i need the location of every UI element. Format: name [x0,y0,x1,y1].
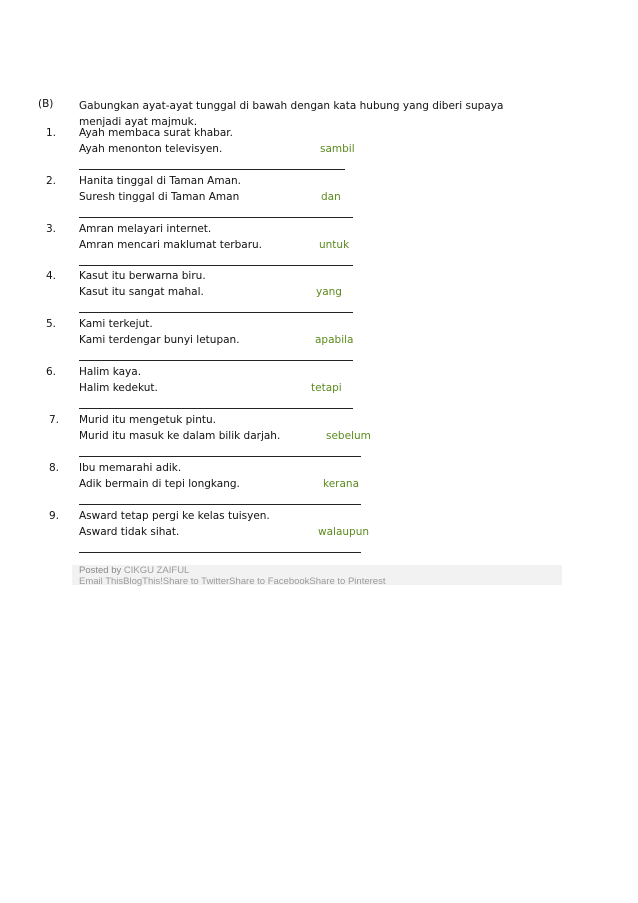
author-link[interactable]: CIKGU ZAIFUL [123,565,190,576]
conjunction-word: dan [321,191,341,203]
posted-by [79,565,189,576]
sentence-one: Hanita tinggal di Taman Aman. [79,175,242,187]
share-twitter-link[interactable]: Share to Twitter [162,576,230,587]
sentence-two: Amran mencari maklumat terbaru. [79,239,263,251]
item-number: 5. [45,318,56,330]
sentence-one: Kami terkejut. [79,318,153,330]
sentence-one: Amran melayari internet. [79,223,212,235]
conjunction-word: yang [316,286,342,298]
item-number: 8. [48,462,59,474]
answer-blank-line [79,217,353,218]
item-number: 3. [45,223,56,235]
answer-blank-line [79,360,353,361]
item-number: 6. [45,366,56,378]
answer-blank-line [79,169,345,170]
conjunction-word: apabila [315,334,354,346]
answer-blank-line [79,552,361,553]
section-label: (B) [38,98,54,110]
item-number: 4. [45,270,56,282]
answer-blank-line [79,408,353,409]
conjunction-word: tetapi [311,382,342,394]
instruction-text: Gabungkan ayat-ayat tunggal di bawah dengan kata hubung yang diberi supaya menjadi ayat majmuk. [79,100,504,128]
item-number: 1. [45,127,56,139]
sentence-one: Kasut itu berwarna biru. [79,270,206,282]
sentence-one: Ayah membaca surat khabar. [79,127,233,139]
conjunction-word: untuk [319,239,350,251]
item-number: 2. [45,175,56,187]
sentence-two: Kasut itu sangat mahal. [79,286,204,298]
share-pinterest-link[interactable]: Share to Pinterest [309,576,386,587]
answer-blank-line [79,504,361,505]
answer-blank-line [79,312,353,313]
conjunction-word: sambil [320,143,355,155]
sentence-one: Halim kaya. [79,366,142,378]
sentence-two: Suresh tinggal di Taman Aman [79,191,240,203]
posted-by-label: Posted by [79,565,122,576]
sentence-two: Ayah menonton televisyen. [79,143,223,155]
sentence-two: Asward tidak sihat. [79,526,180,538]
conjunction-word: sebelum [326,430,371,442]
share-facebook-link[interactable]: Share to Facebook [229,576,310,587]
sentence-one: Asward tetap pergi ke kelas tuisyen. [79,510,270,522]
item-number: 9. [48,510,59,522]
conjunction-word: kerana [323,478,360,490]
share-email-link[interactable]: Email This [79,576,124,587]
sentence-two: Murid itu masuk ke dalam bilik darjah. [79,430,281,442]
sentence-one: Ibu memarahi adik. [79,462,182,474]
share-blogthis-link[interactable]: BlogThis! [123,576,163,587]
answer-blank-line [79,456,361,457]
answer-blank-line [79,265,353,266]
share-links [79,576,385,587]
item-number: 7. [48,414,59,426]
conjunction-word: walaupun [318,526,370,538]
sentence-one: Murid itu mengetuk pintu. [79,414,216,426]
sentence-two: Kami terdengar bunyi letupan. [79,334,240,346]
sentence-two: Adik bermain di tepi longkang. [79,478,240,490]
sentence-two: Halim kedekut. [79,382,158,394]
